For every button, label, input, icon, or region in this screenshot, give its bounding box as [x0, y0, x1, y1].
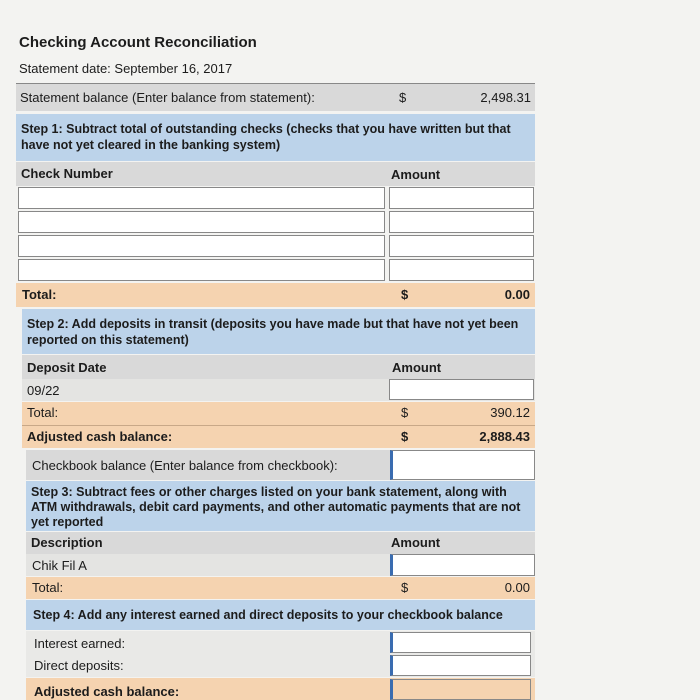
- description-header: Description: [31, 535, 103, 550]
- step3-total-label: Total:: [32, 580, 64, 595]
- step3-total-row: [26, 577, 535, 599]
- check-amount-input-4[interactable]: [389, 259, 534, 281]
- step3-total-currency: $: [401, 580, 409, 595]
- step4-heading: Step 4: Add any interest earned and direct deposits to your checkbook balance: [26, 600, 535, 630]
- step1-total-label: Total:: [22, 287, 57, 302]
- fee-description: Chik Fil A: [32, 558, 87, 573]
- step2-amount-header: Amount: [392, 360, 442, 375]
- statement-balance-row: [16, 83, 535, 111]
- adjusted-balance-row: [22, 425, 535, 448]
- step2-total-label: Total:: [27, 405, 59, 420]
- check-amount-input-2[interactable]: [389, 211, 534, 233]
- check-number-input-2[interactable]: [18, 211, 385, 233]
- step3-heading: Step 3: Subtract fees or other charges listed on your bank statement, along with ATM withdrawals, debit card payments, and other automatic payments that are not yet reported: [26, 481, 535, 531]
- checkbook-balance-label: Checkbook balance (Enter balance from checkbook):: [32, 458, 338, 473]
- step1-column-headers: [16, 162, 535, 186]
- interest-label: Interest earned:: [34, 636, 126, 651]
- statement-balance-currency: $: [399, 90, 407, 105]
- adjusted-balance-currency: $: [401, 429, 409, 444]
- checkbook-balance-input[interactable]: [390, 450, 535, 480]
- check-number-header: Check Number: [21, 166, 113, 181]
- direct-deposits-input[interactable]: [390, 655, 531, 676]
- step2-column-headers: [22, 355, 535, 379]
- adjusted-balance-label: Adjusted cash balance:: [27, 429, 173, 444]
- statement-balance-label: Statement balance (Enter balance from statement):: [20, 90, 315, 105]
- interest-input[interactable]: [390, 632, 531, 653]
- step1-total-value: 0.00: [504, 287, 530, 302]
- step2-total-value: 390.12: [490, 405, 530, 420]
- check-amount-input-1[interactable]: [389, 187, 534, 209]
- check-number-input-4[interactable]: [18, 259, 385, 281]
- check-number-input-3[interactable]: [18, 235, 385, 257]
- step3-amount-header: Amount: [391, 535, 441, 550]
- step1-total-row: [16, 283, 535, 307]
- deposit-date-header: Deposit Date: [27, 360, 107, 375]
- step2-total-currency: $: [401, 405, 409, 420]
- step3-total-value: 0.00: [504, 580, 530, 595]
- check-number-input-1[interactable]: [18, 187, 385, 209]
- final-adjusted-input[interactable]: [390, 679, 531, 700]
- step1-total-currency: $: [401, 287, 409, 302]
- step2-heading: Step 2: Add deposits in transit (deposits you have made but that have not yet been reported on this statement): [22, 309, 535, 354]
- fee-amount-input[interactable]: [390, 554, 535, 576]
- adjusted-balance-value: 2,888.43: [479, 429, 530, 444]
- deposit-date: 09/22: [27, 383, 60, 398]
- statement-date: Statement date: September 16, 2017: [19, 61, 233, 76]
- page-title: Checking Account Reconciliation: [19, 34, 257, 51]
- statement-balance-value: 2,498.31: [480, 90, 531, 105]
- step2-total-row: [22, 402, 535, 425]
- step3-column-headers: [26, 532, 535, 554]
- direct-deposits-label: Direct deposits:: [34, 658, 124, 673]
- check-amount-input-3[interactable]: [389, 235, 534, 257]
- final-adjusted-label: Adjusted cash balance:: [34, 684, 180, 699]
- amount-header: Amount: [391, 167, 441, 182]
- step1-heading: Step 1: Subtract total of outstanding checks (checks that you have written but that have not yet cleared in the banking system): [16, 114, 535, 161]
- deposit-amount-input[interactable]: [389, 379, 534, 400]
